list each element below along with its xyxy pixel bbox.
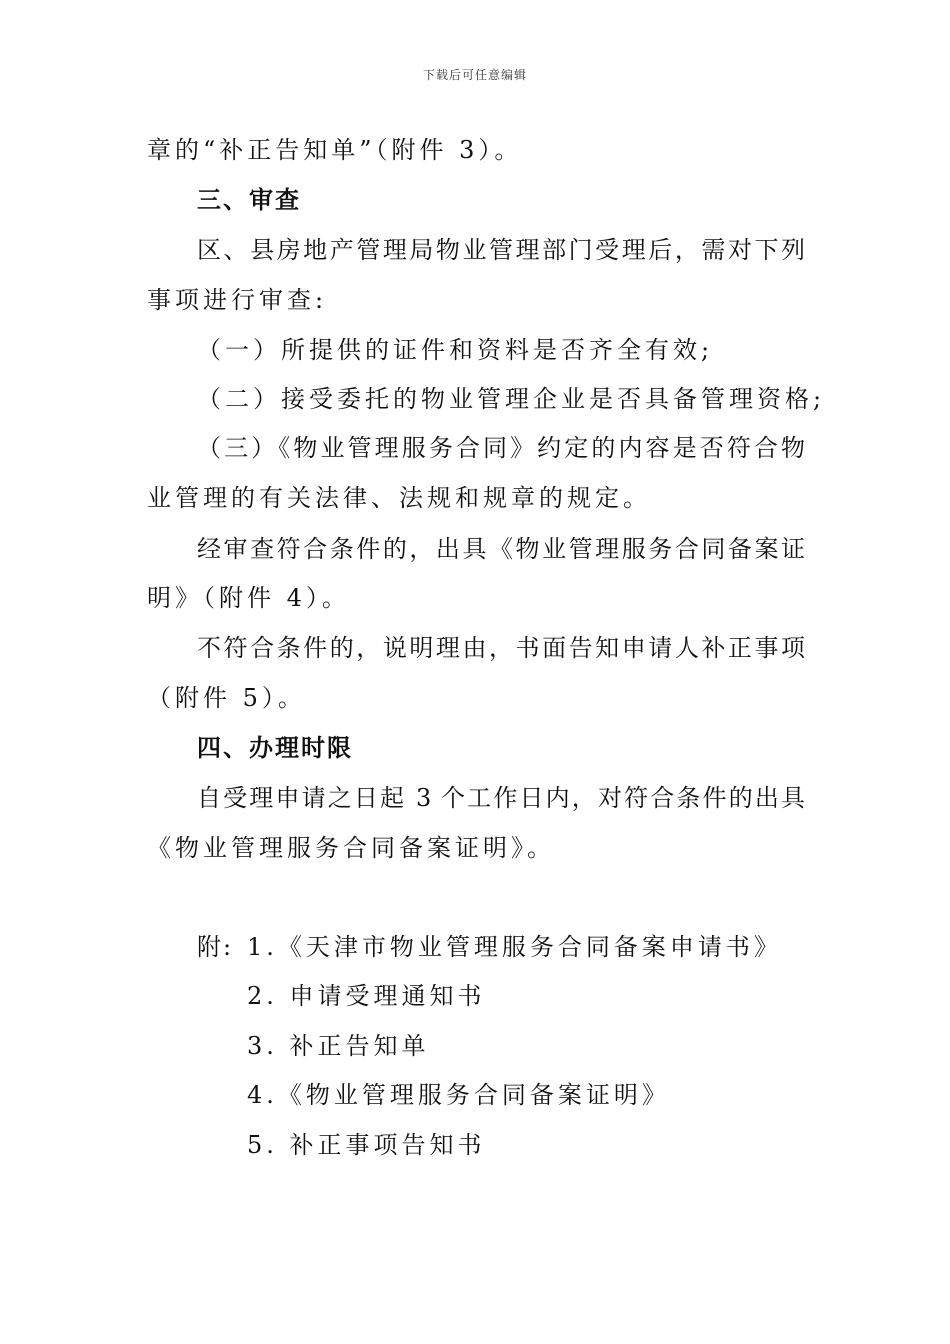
list-item: （二）接受委托的物业管理企业是否具备管理资格; bbox=[197, 385, 826, 413]
paragraph-line: （附件 5）。 bbox=[147, 684, 306, 712]
header-note: 下载后可任意编辑 bbox=[422, 68, 527, 82]
paragraph-line: 《物业管理服务合同备案证明》。 bbox=[147, 834, 555, 862]
paragraph-line: 明》（附件 4）。 bbox=[147, 584, 350, 612]
attachment-item: 5. 补正事项告知书 bbox=[247, 1131, 486, 1159]
attachment-item: 3. 补正告知单 bbox=[247, 1032, 430, 1060]
paragraph-line: 事项进行审查: bbox=[147, 286, 328, 314]
attachment-item: 2. 申请受理通知书 bbox=[247, 982, 486, 1010]
list-item: （三）《物业管理服务合同》约定的内容是否符合物 bbox=[197, 434, 805, 462]
attachment-item: 4.《物业管理服务合同备案证明》 bbox=[247, 1081, 670, 1109]
paragraph-line: 不符合条件的，说明理由，书面告知申请人补正事项 bbox=[197, 634, 805, 662]
attachment-item: 1.《天津市物业管理服务合同备案申请书》 bbox=[247, 933, 782, 961]
attachments-label: 附: bbox=[197, 933, 234, 961]
list-item: （一）所提供的证件和资料是否齐全有效; bbox=[197, 336, 714, 364]
paragraph-line: 区、县房地产管理局物业管理部门受理后，需对下列 bbox=[197, 236, 805, 264]
text-line: 章的“补正告知单”（附件 3）。 bbox=[147, 136, 523, 164]
list-item-continuation: 业管理的有关法律、法规和规章的规定。 bbox=[147, 484, 651, 512]
section-heading-review: 三、审查 bbox=[197, 186, 301, 214]
paragraph-line: 经审查符合条件的，出具《物业管理服务合同备案证 bbox=[197, 535, 805, 563]
paragraph-line: 自受理申请之日起 3 个工作日内，对符合条件的出具 bbox=[197, 784, 805, 812]
section-heading-time-limit: 四、办理时限 bbox=[197, 734, 353, 762]
